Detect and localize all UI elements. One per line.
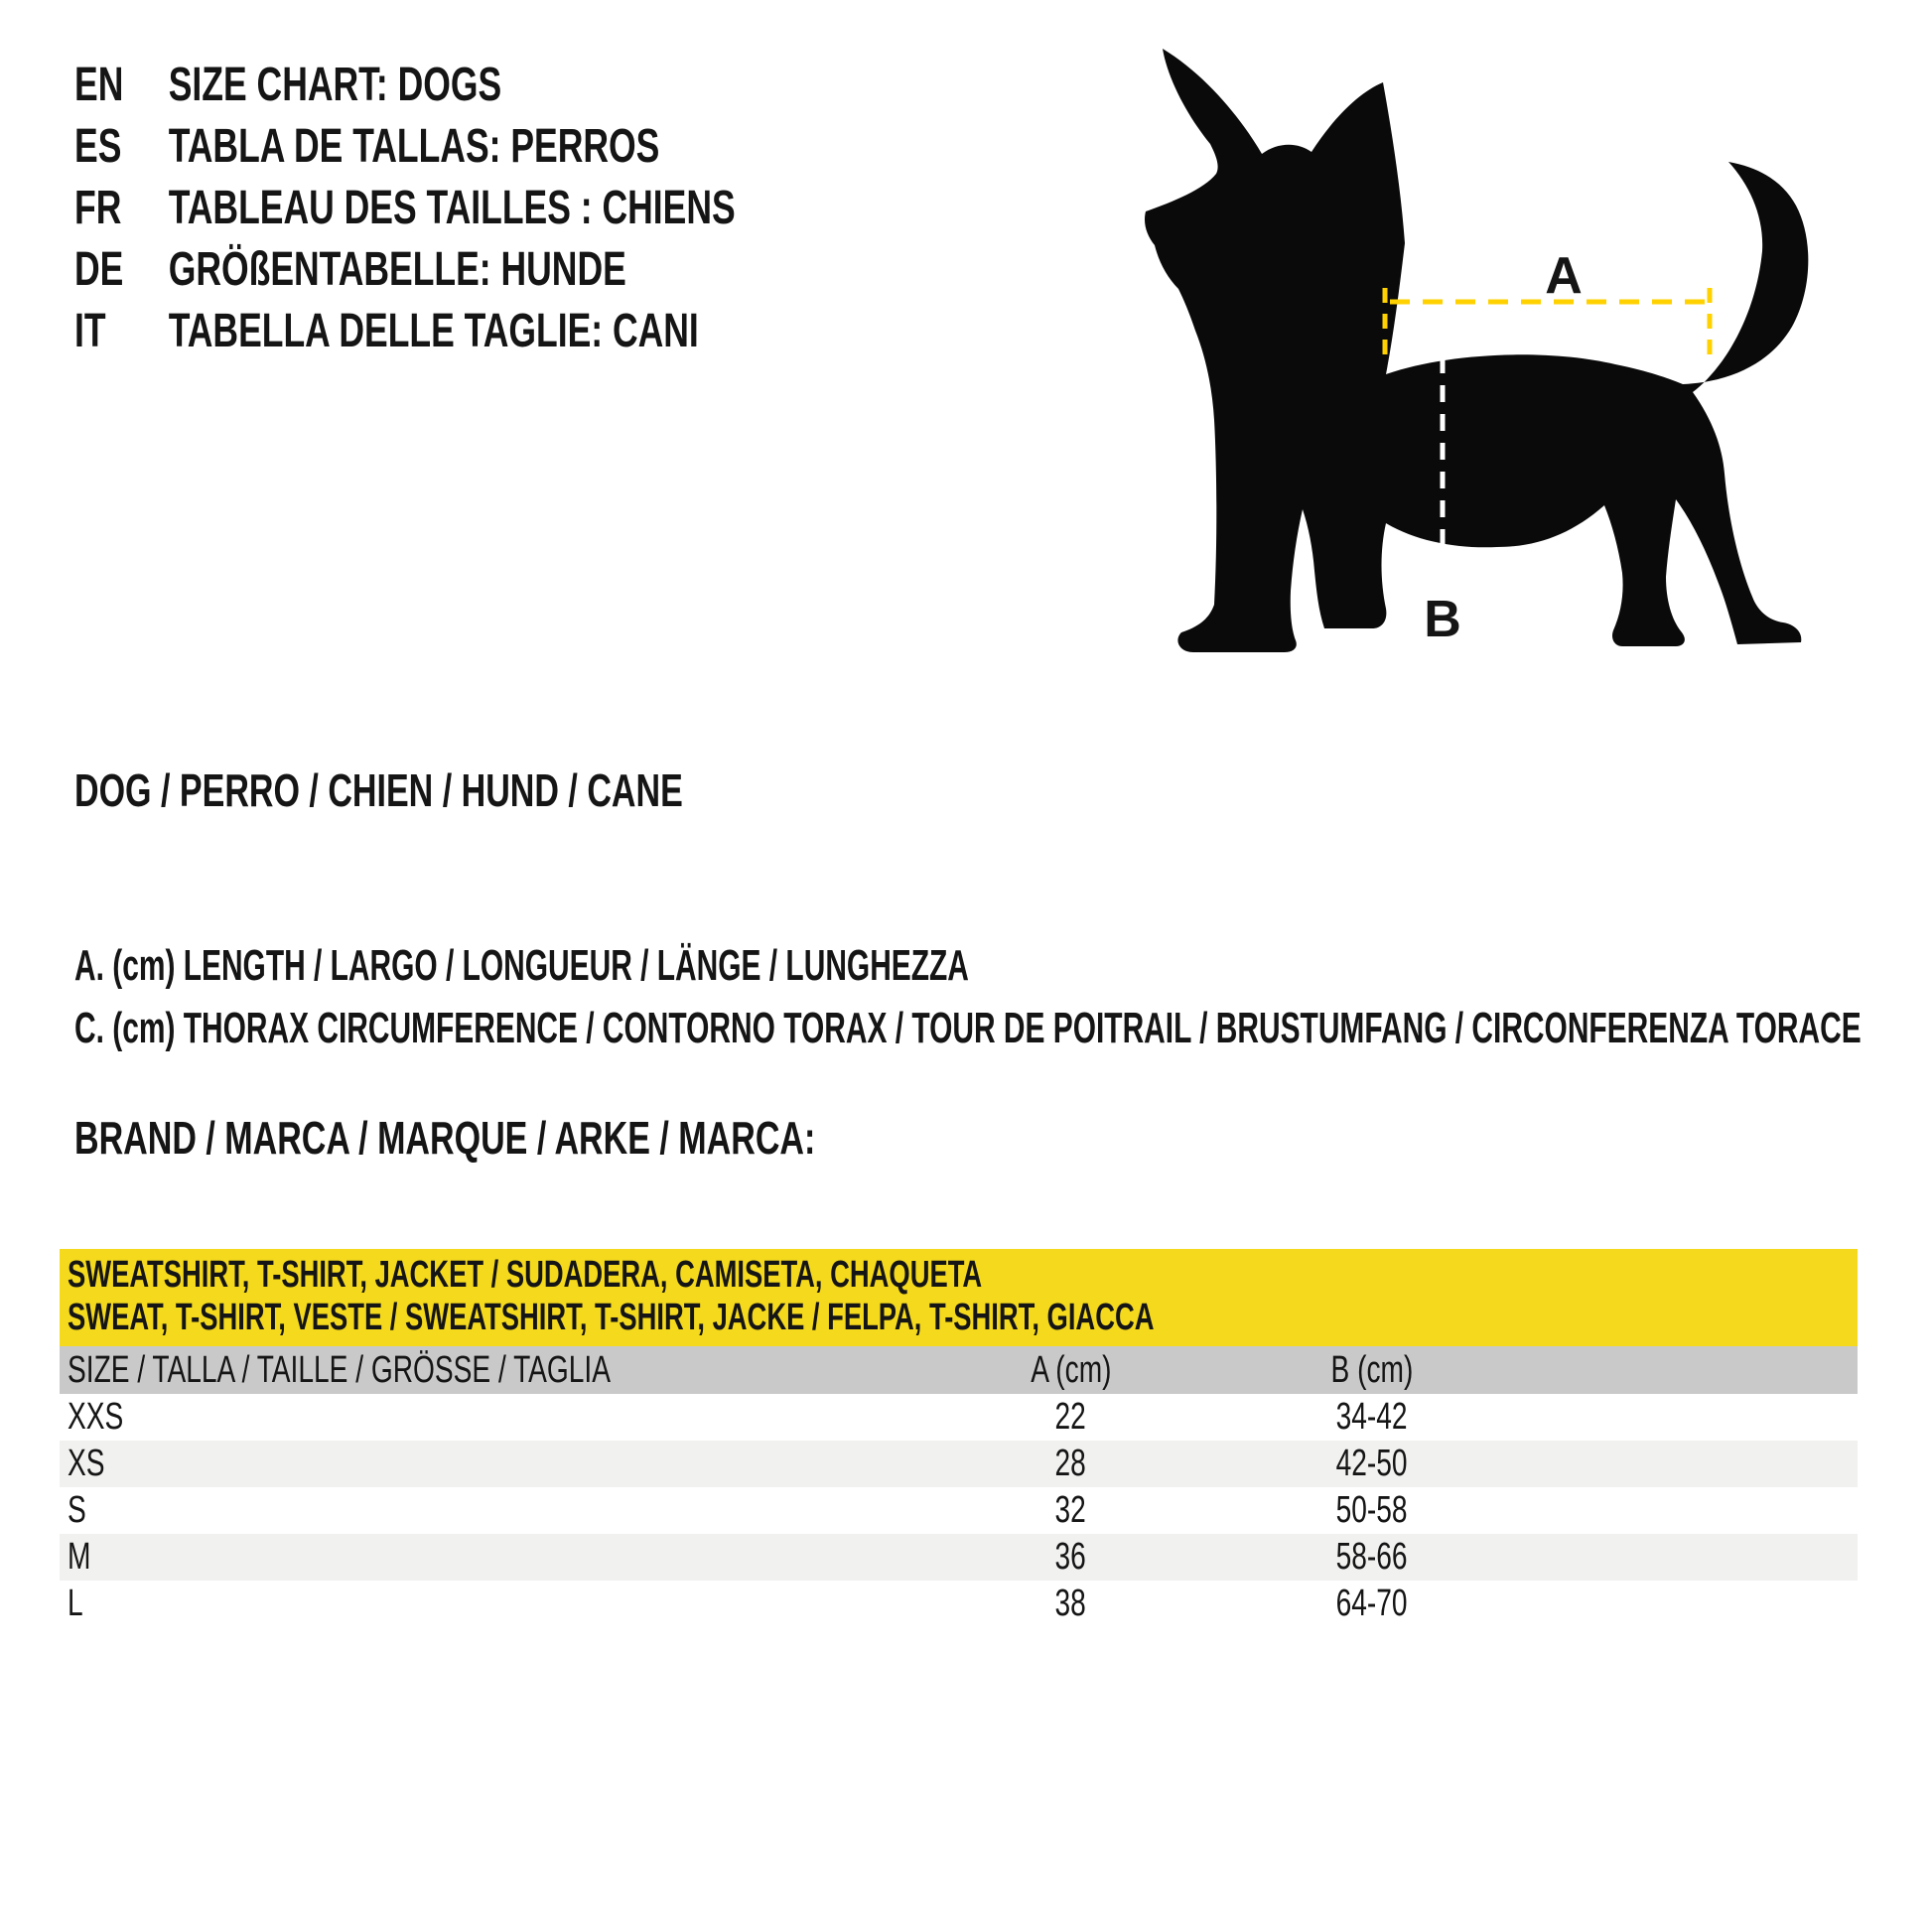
- row-a-text: 32: [1054, 1489, 1087, 1531]
- row-b-value: [1221, 1536, 1522, 1579]
- language-code: FR: [74, 182, 122, 234]
- brand-line-text: BRAND / MARCA / MARQUE / ARKE / MARCA:: [74, 1112, 816, 1164]
- row-b-text: 58-66: [1335, 1536, 1408, 1578]
- row-a-value: [920, 1536, 1221, 1579]
- row-b-text: 50-58: [1335, 1489, 1408, 1531]
- column-header-a: [920, 1349, 1221, 1392]
- garment-header-line1: [68, 1254, 1858, 1297]
- language-code: IT: [74, 305, 106, 357]
- measure-note-a-text: A. (cm) LENGTH / LARGO / LONGUEUR / LÄNGE / LUNGHEZZA: [74, 941, 969, 990]
- table-row: [60, 1534, 1858, 1581]
- row-b-value: [1221, 1396, 1522, 1439]
- language-code: ES: [74, 120, 122, 173]
- language-row: [74, 55, 736, 116]
- row-a-text: 38: [1054, 1583, 1087, 1624]
- row-a-text: 22: [1054, 1396, 1087, 1438]
- chart-title: SIZE CHART: DOGS: [168, 59, 502, 111]
- measure-note-a: [74, 938, 1390, 994]
- row-b-value: [1221, 1489, 1522, 1532]
- row-b-text: 64-70: [1335, 1583, 1408, 1624]
- animal-caption: [74, 759, 897, 821]
- row-size-text: L: [68, 1583, 83, 1624]
- size-table: [60, 1249, 1858, 1627]
- garment-header-line1-text: SWEATSHIRT, T-SHIRT, JACKET / SUDADERA, CAMISETA, CHAQUETA: [68, 1254, 983, 1296]
- brand-line: [74, 1110, 1076, 1166]
- row-size-label: [60, 1396, 920, 1439]
- table-row: [60, 1487, 1858, 1534]
- measure-note-c-text: C. (cm) THORAX CIRCUMFERENCE / CONTORNO TORAX / TOUR DE POITRAIL / BRUSTUMFANG / CIRCONFERENZA TORACE: [74, 1004, 1862, 1052]
- row-size-label: [60, 1443, 920, 1485]
- language-title-list: [74, 55, 968, 362]
- row-size-label: [60, 1536, 920, 1579]
- dog-diagram-svg: [1120, 33, 1839, 672]
- measure-b-label: B: [1424, 591, 1461, 648]
- chart-title: TABLEAU DES TAILLES : CHIENS: [168, 182, 736, 234]
- column-header-b-text: B (cm): [1330, 1348, 1413, 1391]
- row-a-value: [920, 1489, 1221, 1532]
- chart-title: TABLA DE TALLAS: PERROS: [168, 120, 660, 173]
- table-row: [60, 1581, 1858, 1627]
- garment-header-line2-text: SWEAT, T-SHIRT, VESTE / SWEATSHIRT, T-SHIRT, JACKE / FELPA, T-SHIRT, GIACCA: [68, 1297, 1155, 1338]
- column-header-a-text: A (cm): [1030, 1348, 1112, 1391]
- row-b-text: 34-42: [1335, 1396, 1408, 1438]
- column-header-size-text: SIZE / TALLA / TAILLE / GRÖSSE / TAGLIA: [68, 1348, 611, 1391]
- dog-measurement-diagram: [1120, 33, 1839, 672]
- language-row: [74, 116, 736, 178]
- row-size-text: XXS: [68, 1396, 124, 1438]
- animal-caption-text: DOG / PERRO / CHIEN / HUND / CANE: [74, 764, 683, 816]
- measure-a-label: A: [1545, 247, 1583, 305]
- row-size-label: [60, 1489, 920, 1532]
- row-size-label: [60, 1583, 920, 1625]
- row-size-text: S: [68, 1489, 86, 1531]
- row-a-value: [920, 1396, 1221, 1439]
- language-code: EN: [74, 59, 124, 111]
- measure-note-c: [74, 1001, 1932, 1056]
- row-a-value: [920, 1443, 1221, 1485]
- size-table-column-header: [60, 1346, 1858, 1394]
- row-b-text: 42-50: [1335, 1443, 1408, 1484]
- language-row: [74, 178, 736, 239]
- chart-title: GRÖßENTABELLE: HUNDE: [168, 243, 626, 296]
- language-row: [74, 239, 736, 301]
- column-header-b: [1221, 1349, 1522, 1392]
- row-size-text: M: [68, 1536, 91, 1578]
- row-a-text: 28: [1054, 1443, 1087, 1484]
- row-a-text: 36: [1054, 1536, 1087, 1578]
- row-size-text: XS: [68, 1443, 105, 1484]
- table-row: [60, 1441, 1858, 1487]
- row-b-value: [1221, 1583, 1522, 1625]
- language-code: DE: [74, 243, 124, 296]
- row-b-value: [1221, 1443, 1522, 1485]
- language-row: [74, 301, 736, 362]
- size-table-garment-header: [60, 1249, 1858, 1346]
- table-row: [60, 1394, 1858, 1441]
- chart-title: TABELLA DELLE TAGLIE: CANI: [168, 305, 699, 357]
- row-a-value: [920, 1583, 1221, 1625]
- column-header-size: [60, 1349, 920, 1392]
- garment-header-line2: [68, 1297, 1858, 1339]
